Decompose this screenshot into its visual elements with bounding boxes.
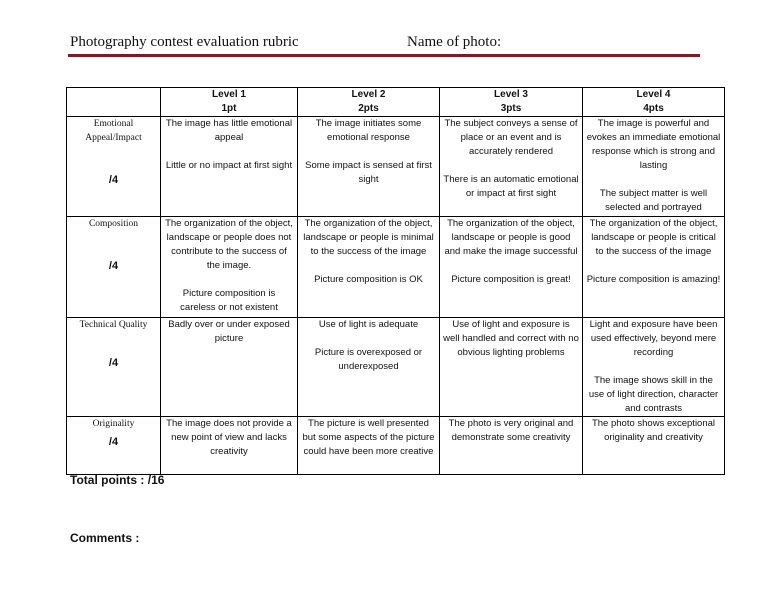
table-row-composition bbox=[67, 217, 725, 318]
cell-description: The photo shows exceptional originality and creativity bbox=[591, 418, 716, 443]
criterion-cell bbox=[67, 117, 161, 217]
level-4-header bbox=[583, 88, 725, 117]
cell-description: Badly over or under exposed picture bbox=[168, 319, 290, 344]
criterion-score: /4 bbox=[108, 436, 119, 448]
level-1-header bbox=[161, 88, 298, 117]
cell-description: The organization of the object, landscape or people does not contribute to the success of the image. bbox=[165, 218, 293, 271]
cell-description: Picture is overexposed or underexposed bbox=[314, 347, 423, 372]
rubric-cell bbox=[583, 217, 725, 318]
criterion-name: Technical Quality bbox=[79, 320, 148, 330]
header-divider bbox=[68, 54, 700, 57]
cell-description: The image has little emotional appeal bbox=[165, 118, 293, 143]
rubric-table bbox=[66, 87, 725, 475]
cell-description: The organization of the object, landscape or people is good and make the image successful bbox=[444, 218, 578, 257]
cell-description: Light and exposure have been used effectively, beyond mere recording bbox=[589, 319, 718, 358]
cell-description: The image does not provide a new point of view and lacks creativity bbox=[166, 418, 292, 457]
cell-description: Little or no impact at first sight bbox=[165, 160, 293, 171]
comments-label: Comments : bbox=[70, 531, 140, 545]
rubric-cell bbox=[440, 417, 583, 475]
criterion-cell bbox=[67, 217, 161, 318]
rubric-cell bbox=[440, 117, 583, 217]
cell-description: The organization of the object, landscape or people is critical to the success of the image bbox=[589, 218, 718, 257]
criterion-cell bbox=[67, 318, 161, 417]
rubric-cell bbox=[298, 318, 440, 417]
header-empty-cell bbox=[67, 88, 161, 117]
level-4-points: 4pts bbox=[643, 103, 664, 114]
rubric-cell bbox=[583, 318, 725, 417]
rubric-cell bbox=[583, 417, 725, 475]
criterion-score: /4 bbox=[108, 260, 119, 272]
rubric-cell bbox=[161, 217, 298, 318]
level-4-name: Level 4 bbox=[636, 89, 671, 100]
level-3-points: 3pts bbox=[500, 103, 522, 114]
total-points-label: Total points : bbox=[70, 473, 145, 487]
rubric-cell bbox=[161, 417, 298, 475]
level-2-header bbox=[298, 88, 440, 117]
cell-description: The picture is well presented but some aspects of the picture could have been more creative bbox=[302, 418, 435, 457]
cell-description: The image initiates some emotional response bbox=[315, 118, 422, 143]
rubric-cell bbox=[298, 217, 440, 318]
criterion-name: Originality bbox=[92, 419, 135, 429]
page-header bbox=[70, 34, 700, 54]
total-points-value: /16 bbox=[147, 473, 165, 487]
table-header-row bbox=[67, 88, 725, 117]
rubric-cell bbox=[161, 117, 298, 217]
cell-description: The subject matter is well selected and portrayed bbox=[599, 188, 708, 213]
criterion-score: /4 bbox=[108, 357, 119, 369]
document-title: Photography contest evaluation rubric bbox=[70, 34, 299, 50]
total-points bbox=[70, 473, 164, 487]
cell-description: The image shows skill in the use of light direction, character and contrasts bbox=[588, 375, 719, 414]
cell-description: The subject conveys a sense of place or an event and is accurately rendered bbox=[444, 118, 578, 157]
rubric-cell bbox=[440, 318, 583, 417]
criterion-name: Composition bbox=[88, 219, 139, 229]
rubric-cell bbox=[298, 117, 440, 217]
cell-description: The organization of the object, landscape or people is minimal to the success of the image bbox=[303, 218, 434, 257]
cell-description: Picture composition is careless or not existent bbox=[180, 288, 278, 313]
cell-description: The image is powerful and evokes an immediate emotional response which is strong and lasting bbox=[586, 118, 721, 171]
level-2-points: 2pts bbox=[358, 103, 379, 114]
cell-description: Picture composition is OK bbox=[314, 274, 423, 285]
level-1-points: 1pt bbox=[221, 103, 237, 114]
rubric-cell bbox=[298, 417, 440, 475]
level-1-name: Level 1 bbox=[212, 89, 246, 100]
cell-description: The photo is very original and demonstrate some creativity bbox=[448, 418, 574, 443]
criterion-cell bbox=[67, 417, 161, 475]
level-3-name: Level 3 bbox=[494, 89, 528, 100]
table-row-originality bbox=[67, 417, 725, 475]
photo-name-label: Name of photo: bbox=[407, 34, 502, 50]
rubric-cell bbox=[440, 217, 583, 318]
cell-description: Picture composition is amazing! bbox=[586, 274, 721, 285]
rubric-cell bbox=[583, 117, 725, 217]
cell-description: Use of light and exposure is well handled and correct with no obvious lighting problems bbox=[443, 319, 579, 358]
rubric-cell bbox=[161, 318, 298, 417]
criterion-name: Emotional Appeal/Impact bbox=[85, 119, 142, 143]
cell-description: Some impact is sensed at first sight bbox=[305, 160, 432, 185]
level-3-header bbox=[440, 88, 583, 117]
cell-description: There is an automatic emotional or impact at first sight bbox=[443, 174, 579, 199]
cell-description: Picture composition is great! bbox=[451, 274, 571, 285]
table-row-emotional-appeal bbox=[67, 117, 725, 217]
table-row-technical-quality bbox=[67, 318, 725, 417]
level-2-name: Level 2 bbox=[351, 89, 386, 100]
cell-description: Use of light is adequate bbox=[318, 319, 419, 330]
criterion-score: /4 bbox=[108, 174, 119, 186]
